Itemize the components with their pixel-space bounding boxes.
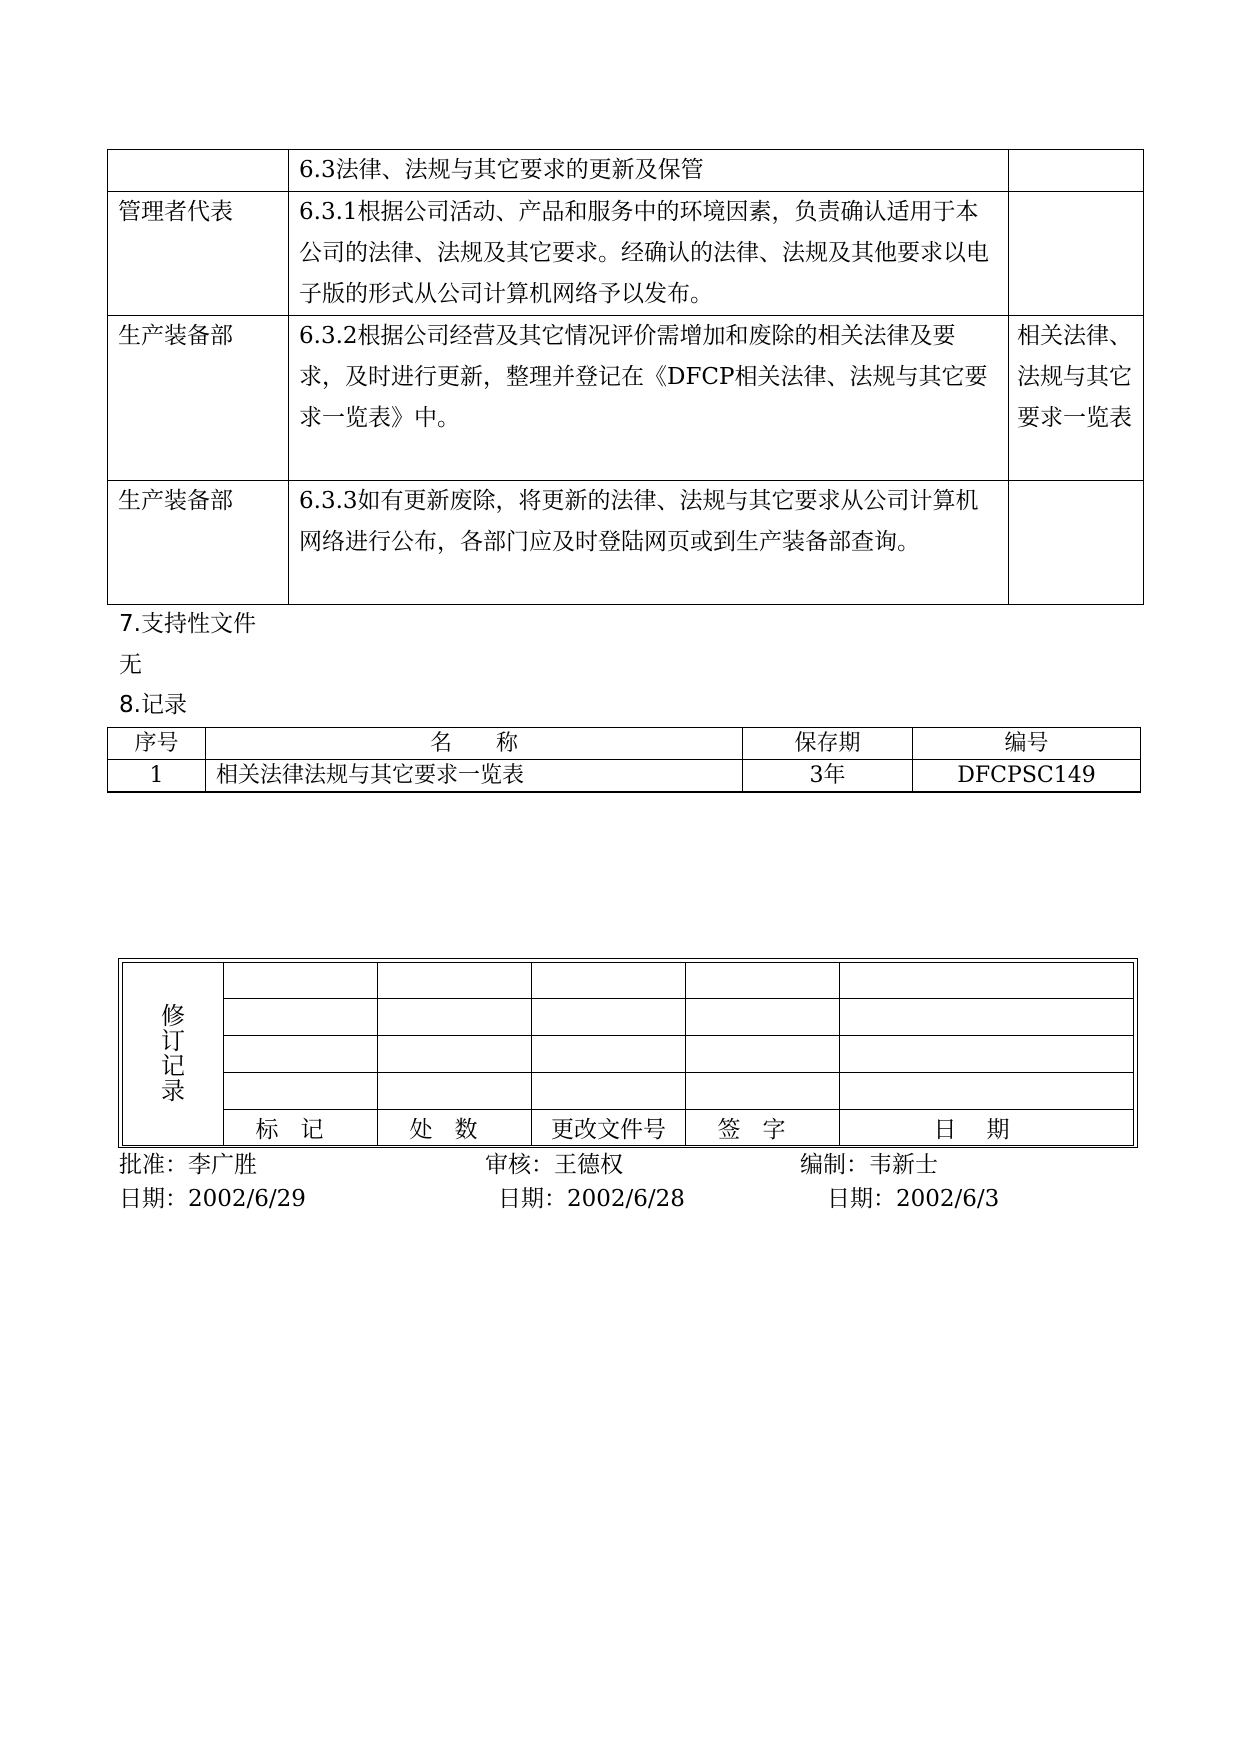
revision-label-char: 修	[161, 1002, 185, 1030]
content-cell: 6.3.1根据公司活动、产品和服务中的环境因素，负责确认适用于本公司的法律、法规及其它要求。经确认的法律、法规及其他要求以电子版的形式从公司计算机网络予以发布。	[289, 192, 1009, 316]
table-row	[108, 481, 1144, 605]
revision-cell	[378, 963, 532, 999]
footer-sign: 签字	[686, 1110, 840, 1146]
record-cell	[1009, 192, 1144, 316]
section-8-heading: 8.记录	[119, 692, 187, 718]
revision-cell	[840, 1073, 1134, 1110]
record-cell	[1009, 481, 1144, 605]
table-row	[108, 316, 1144, 481]
table-row	[108, 192, 1144, 316]
section-7-heading: 7.支持性文件	[119, 611, 256, 637]
revision-cell	[840, 963, 1134, 999]
responsible-cell	[108, 150, 289, 192]
revision-cell	[378, 1036, 532, 1073]
compile-date: 日期：2002/6/3	[827, 1186, 1000, 1212]
record-retention: 3年	[743, 760, 913, 793]
approve-date: 日期：2002/6/29	[119, 1186, 306, 1212]
responsible-cell: 生产装备部	[108, 316, 289, 481]
header-code: 编号	[913, 728, 1141, 760]
revision-cell	[686, 963, 840, 999]
record-code: DFCPSC149	[913, 760, 1141, 793]
revision-footer-row	[123, 1110, 1134, 1146]
header-no: 序号	[108, 728, 206, 760]
content-cell: 6.3.3如有更新废除，将更新的法律、法规与其它要求从公司计算机网络进行公布，各部门应及时登陆网页或到生产装备部查询。	[289, 481, 1009, 605]
revision-table-frame	[118, 958, 1138, 1148]
responsible-cell: 生产装备部	[108, 481, 289, 605]
revision-cell	[224, 1036, 378, 1073]
content-cell: 6.3.2根据公司经营及其它情况评价需增加和废除的相关法律及要求，及时进行更新，整理并登记在《DFCP相关法律、法规与其它要求一览表》中。	[289, 316, 1009, 481]
header-retention: 保存期	[743, 728, 913, 760]
revision-cell	[840, 999, 1134, 1036]
revision-cell	[532, 963, 686, 999]
approve-signature: 批准：李广胜	[119, 1152, 257, 1178]
revision-cell	[686, 1036, 840, 1073]
table-row	[123, 999, 1134, 1036]
table-row	[123, 963, 1134, 999]
revision-cell	[224, 1073, 378, 1110]
revision-label	[123, 963, 224, 1146]
section-7-body: 无	[119, 652, 142, 678]
revision-cell	[378, 1073, 532, 1110]
revision-label-char: 记	[161, 1052, 185, 1080]
table-header-row	[108, 728, 1141, 760]
footer-count: 处数	[378, 1110, 532, 1146]
revision-cell	[532, 1036, 686, 1073]
revision-cell	[686, 1073, 840, 1110]
footer-doc-no: 更改文件号	[532, 1110, 686, 1146]
record-cell	[1009, 150, 1144, 192]
compile-signature: 编制：韦新士	[800, 1152, 938, 1178]
footer-date: 日期	[840, 1110, 1134, 1146]
review-date: 日期：2002/6/28	[498, 1186, 685, 1212]
revision-label-char: 订	[161, 1027, 185, 1055]
record-cell: 相关法律、法规与其它要求一览表	[1009, 316, 1144, 481]
revision-cell	[224, 963, 378, 999]
procedure-table	[107, 149, 1144, 605]
records-table	[107, 727, 1141, 793]
review-signature: 审核：王德权	[485, 1152, 623, 1178]
header-name: 名 称	[206, 728, 743, 760]
revision-cell	[224, 999, 378, 1036]
record-no: 1	[108, 760, 206, 793]
revision-table	[122, 962, 1134, 1146]
table-row	[123, 1036, 1134, 1073]
table-row	[123, 1073, 1134, 1110]
revision-label-char: 录	[161, 1077, 185, 1105]
record-name: 相关法律法规与其它要求一览表	[206, 760, 743, 793]
revision-cell	[840, 1036, 1134, 1073]
responsible-cell: 管理者代表	[108, 192, 289, 316]
revision-cell	[532, 1073, 686, 1110]
footer-mark: 标记	[224, 1110, 378, 1146]
revision-cell	[686, 999, 840, 1036]
content-cell: 6.3法律、法规与其它要求的更新及保管	[289, 150, 1009, 192]
revision-cell	[532, 999, 686, 1036]
revision-cell	[378, 999, 532, 1036]
table-row	[108, 150, 1144, 192]
table-row	[108, 760, 1141, 793]
